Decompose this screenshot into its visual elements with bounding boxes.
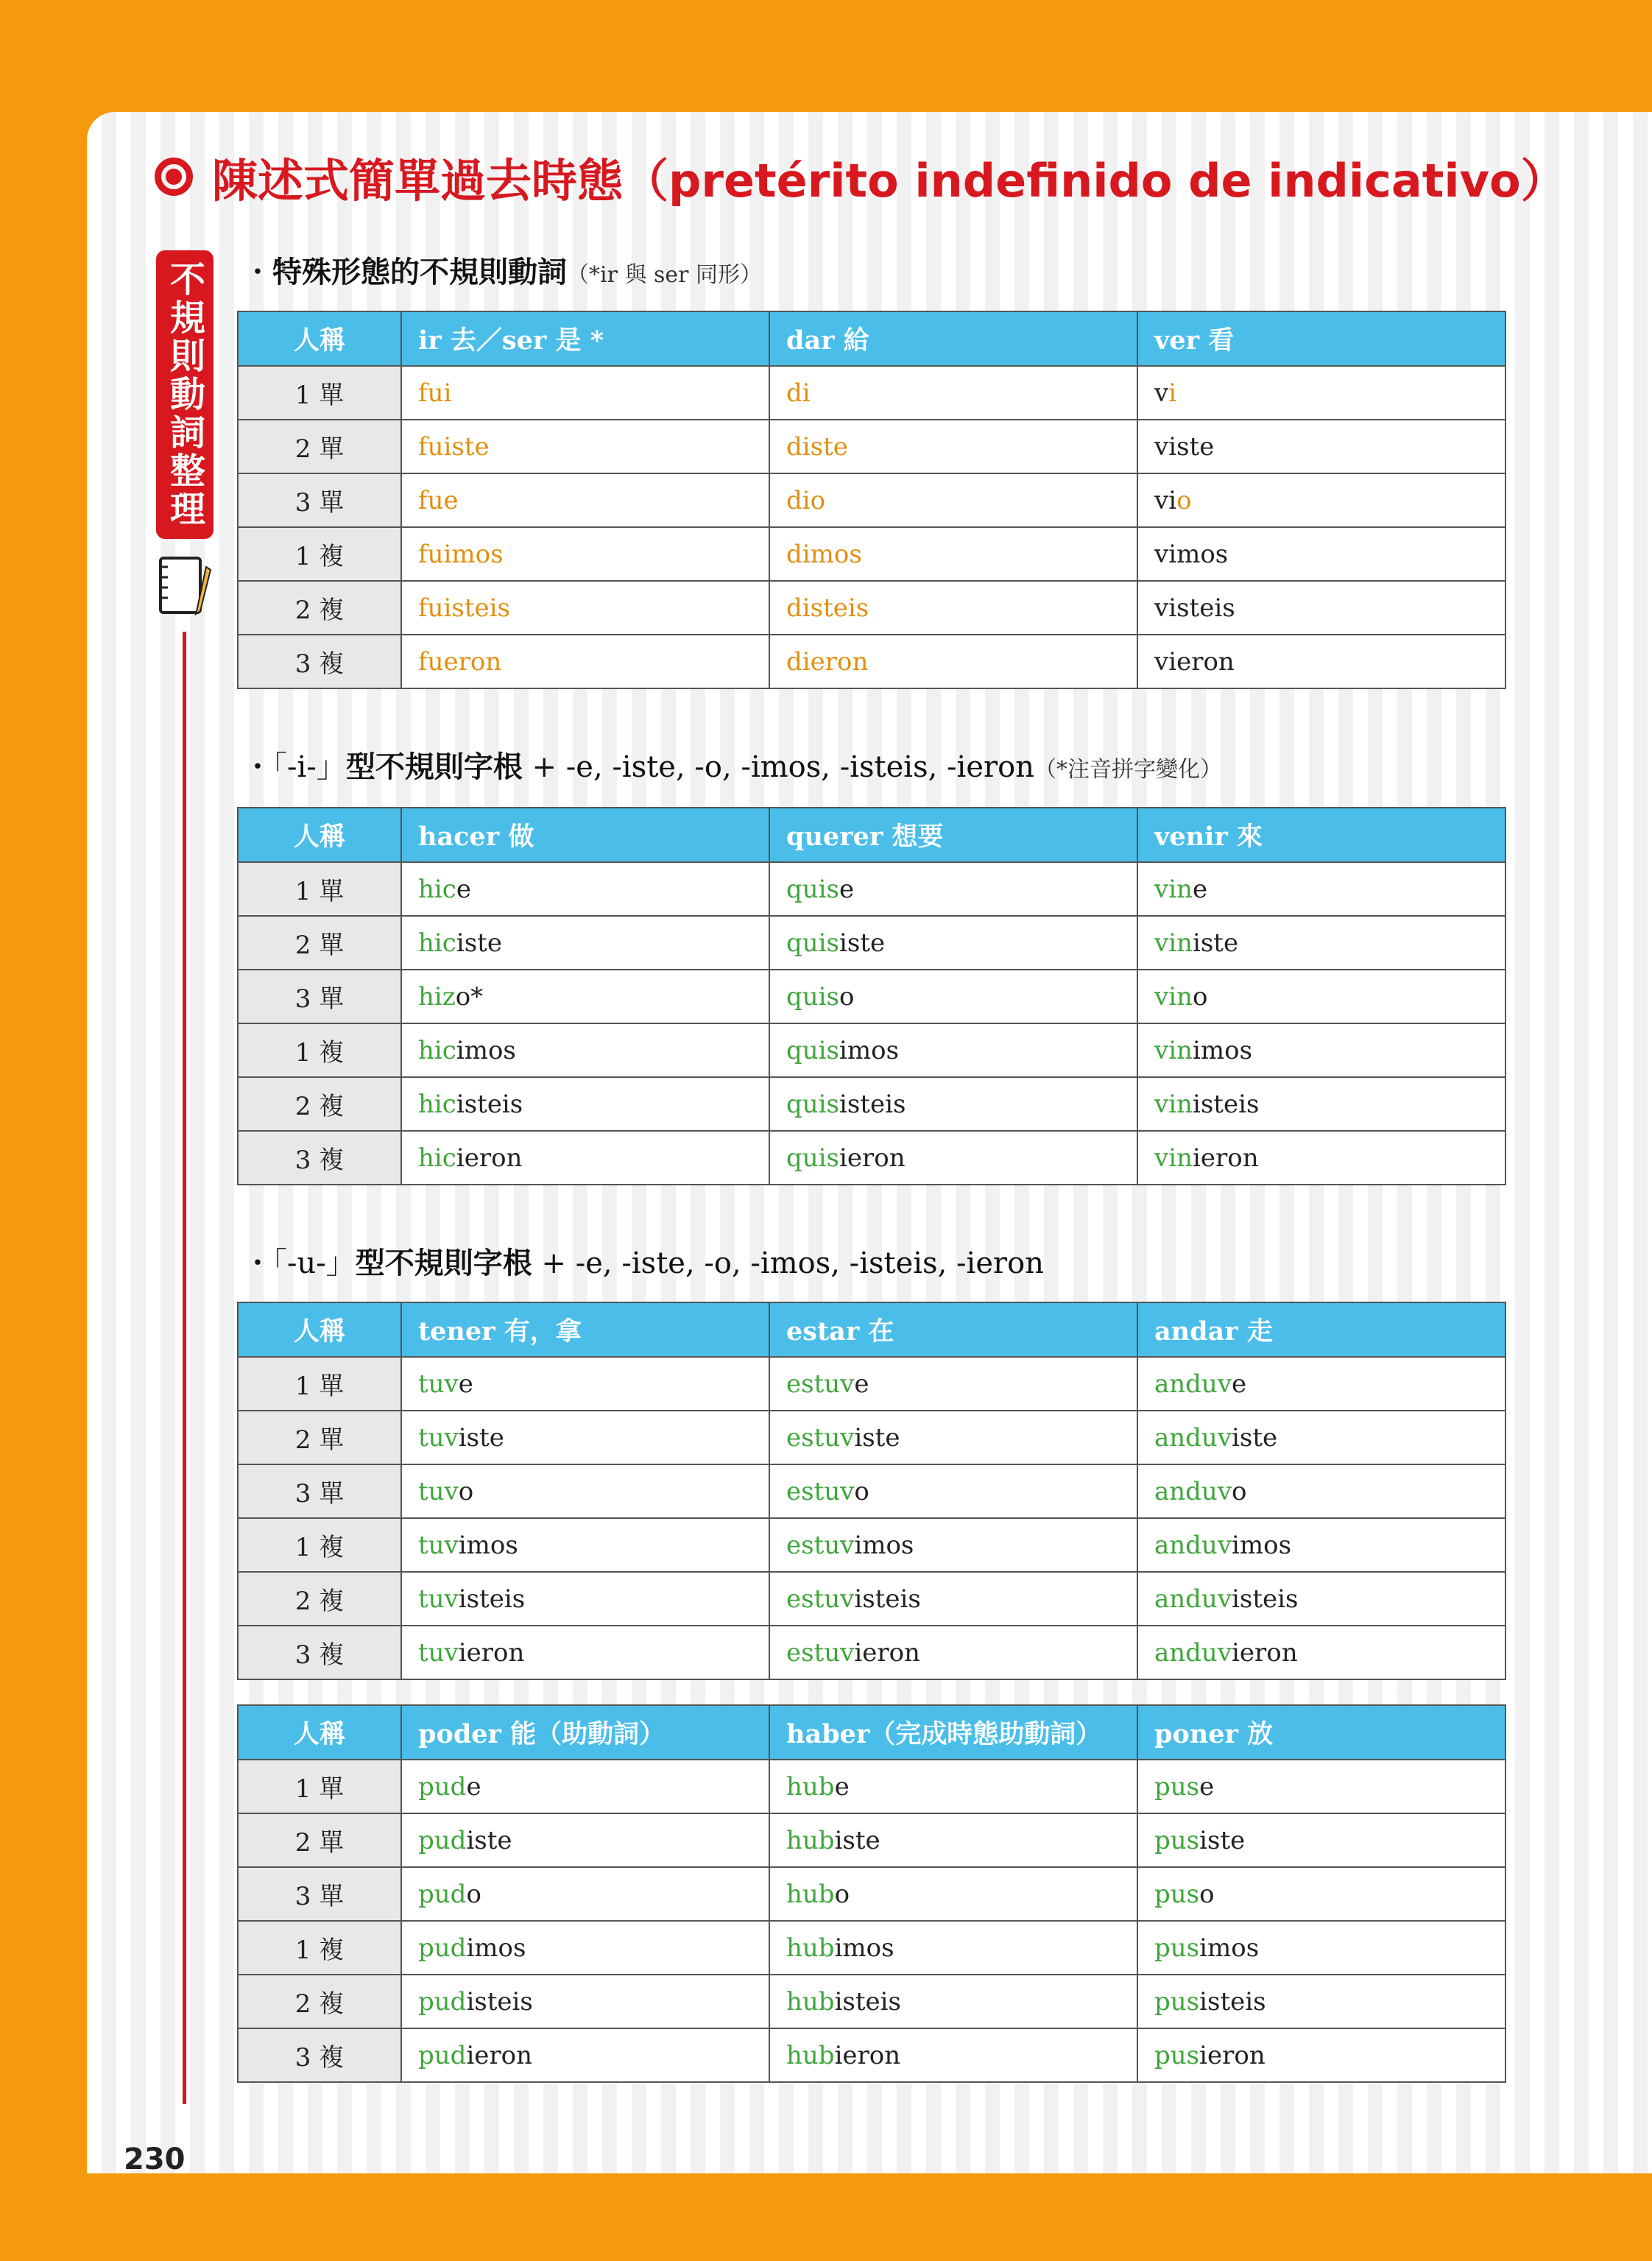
table-row bbox=[238, 1813, 1505, 1867]
form-stem: estuv bbox=[786, 1476, 855, 1506]
form-stem: hic bbox=[418, 1035, 456, 1065]
person-cell: 2 複 bbox=[238, 1572, 401, 1626]
form-ending: iste bbox=[1199, 1825, 1246, 1855]
form-stem: dieron bbox=[786, 646, 869, 677]
form-ending: e bbox=[456, 874, 471, 904]
form-stem: fuiste bbox=[418, 431, 490, 462]
conjugation-cell bbox=[401, 1975, 769, 2028]
conjugation-cell bbox=[401, 473, 769, 527]
form-stem: tuv bbox=[418, 1422, 459, 1453]
column-header-verb: estar 在 bbox=[769, 1302, 1137, 1357]
form-stem: quis bbox=[786, 928, 839, 958]
form-stem: hiz bbox=[418, 981, 456, 1012]
column-header-verb: ver 看 bbox=[1137, 311, 1505, 366]
form-ending: isteis bbox=[839, 1089, 906, 1119]
conjugation-cell bbox=[401, 1813, 769, 1867]
table-row bbox=[238, 1357, 1505, 1411]
conjugation-cell bbox=[1137, 1921, 1505, 1975]
person-cell: 3 複 bbox=[238, 635, 401, 688]
form-plain: vieron bbox=[1154, 646, 1235, 677]
person-cell: 1 複 bbox=[238, 527, 401, 581]
conjugation-cell bbox=[1137, 1464, 1505, 1518]
conjugation-cell bbox=[1137, 1975, 1505, 2028]
heading-bold: 型不規則字根 bbox=[345, 750, 523, 784]
form-stem: pus bbox=[1154, 1986, 1200, 2017]
conjugation-cell bbox=[1137, 916, 1505, 970]
conjugation-cell bbox=[401, 1464, 769, 1518]
conjugation-cell bbox=[1137, 473, 1505, 527]
conjugation-cell bbox=[401, 1626, 769, 1679]
form-ending: imos bbox=[466, 1933, 526, 1963]
conjugation-cell bbox=[1137, 1518, 1505, 1572]
table-row bbox=[238, 2028, 1505, 2082]
conjugation-cell bbox=[401, 1077, 769, 1131]
form-ending: isteis bbox=[1199, 1986, 1266, 2017]
conjugation-cell bbox=[401, 1572, 769, 1626]
form-ending: isteis bbox=[854, 1584, 921, 1614]
form-ending: e bbox=[839, 874, 855, 904]
conjugation-cell bbox=[401, 1357, 769, 1411]
conjugation-cell bbox=[401, 970, 769, 1023]
person-cell: 3 複 bbox=[238, 1626, 401, 1679]
column-header-verb: ir 去／ser 是 * bbox=[401, 311, 769, 366]
person-cell: 2 複 bbox=[238, 1975, 401, 2028]
person-cell: 3 單 bbox=[238, 473, 401, 527]
conjugation-cell bbox=[769, 1411, 1137, 1464]
conjugation-cell bbox=[1137, 527, 1505, 581]
form-stem: dimos bbox=[786, 539, 862, 569]
conjugation-cell bbox=[769, 1518, 1137, 1572]
conjugation-cell bbox=[401, 581, 769, 635]
table-row bbox=[238, 366, 1505, 420]
person-cell: 2 複 bbox=[238, 581, 401, 635]
form-ending: isteis bbox=[466, 1986, 533, 2017]
conjugation-table-i-stem bbox=[237, 807, 1506, 1185]
column-header-verb: haber（完成時態助動詞） bbox=[769, 1705, 1137, 1760]
form-ending: iste bbox=[834, 1825, 880, 1855]
table-row bbox=[238, 1572, 1505, 1626]
form-stem: hub bbox=[786, 1825, 835, 1855]
form-ending: e bbox=[834, 1771, 850, 1802]
form-ending: ieron bbox=[839, 1143, 906, 1173]
heading-bold: 特殊形態的不規則動詞 bbox=[272, 255, 567, 289]
section-heading-2 bbox=[243, 744, 1222, 786]
heading-prefix: ・「-u-」 bbox=[243, 1246, 356, 1280]
form-plain: v bbox=[1154, 378, 1169, 408]
form-ending: imos bbox=[1192, 1035, 1253, 1065]
conjugation-cell bbox=[769, 2028, 1137, 2082]
form-plain: vimos bbox=[1154, 539, 1229, 569]
form-ending: isteis bbox=[456, 1089, 523, 1119]
conjugation-cell bbox=[401, 1760, 769, 1813]
conjugation-cell bbox=[1137, 581, 1505, 635]
person-cell: 2 單 bbox=[238, 1411, 401, 1464]
heading-prefix: ・「-i-」 bbox=[243, 750, 346, 784]
conjugation-cell bbox=[769, 1921, 1137, 1975]
form-stem: pud bbox=[418, 1933, 467, 1963]
table-header-row bbox=[238, 1705, 1505, 1760]
table-row bbox=[238, 916, 1505, 970]
person-cell: 2 單 bbox=[238, 420, 401, 473]
table-header-row bbox=[238, 311, 1505, 366]
form-stem: fueron bbox=[418, 646, 502, 677]
form-ending: o bbox=[839, 981, 855, 1012]
form-ending: iste bbox=[456, 928, 502, 958]
form-stem: vin bbox=[1154, 981, 1193, 1012]
form-ending: ieron bbox=[466, 2040, 533, 2070]
form-ending: isteis bbox=[1192, 1089, 1260, 1119]
conjugation-cell bbox=[1137, 366, 1505, 420]
conjugation-cell bbox=[401, 1518, 769, 1572]
form-stem: hub bbox=[786, 1933, 835, 1963]
form-stem: pus bbox=[1154, 1825, 1200, 1855]
form-plain: visteis bbox=[1154, 593, 1235, 623]
form-ending: e bbox=[1192, 874, 1208, 904]
person-cell: 3 複 bbox=[238, 2028, 401, 2082]
column-header-verb: venir 來 bbox=[1137, 808, 1505, 862]
form-ending: e bbox=[854, 1369, 869, 1399]
form-stem: anduv bbox=[1154, 1584, 1232, 1614]
form-ending: ieron bbox=[456, 1143, 523, 1173]
form-ending: e bbox=[1232, 1369, 1247, 1399]
table-row bbox=[238, 1131, 1505, 1185]
form-ending: isteis bbox=[1232, 1584, 1299, 1614]
form-stem: fuisteis bbox=[418, 593, 510, 623]
table-row bbox=[238, 1760, 1505, 1813]
form-plain: vi bbox=[1154, 485, 1177, 515]
conjugation-cell bbox=[401, 635, 769, 688]
conjugation-cell bbox=[1137, 1813, 1505, 1867]
conjugation-cell bbox=[1137, 1411, 1505, 1464]
conjugation-table-special bbox=[237, 311, 1506, 689]
form-stem: pus bbox=[1154, 2040, 1200, 2070]
form-ending: o bbox=[1232, 1476, 1247, 1506]
form-stem: hic bbox=[418, 928, 456, 958]
form-ending: iste bbox=[466, 1825, 512, 1855]
column-header-verb: querer 想要 bbox=[769, 808, 1137, 862]
form-stem: i bbox=[1168, 378, 1177, 408]
heading-note: （*ir 與 ser 同形） bbox=[567, 262, 763, 288]
person-cell: 3 單 bbox=[238, 1464, 401, 1518]
form-stem: estuv bbox=[786, 1369, 855, 1399]
person-cell: 3 單 bbox=[238, 1867, 401, 1921]
person-cell: 1 複 bbox=[238, 1921, 401, 1975]
form-ending: iste bbox=[854, 1422, 900, 1453]
form-ending: ieron bbox=[854, 1637, 920, 1668]
form-stem: tuv bbox=[418, 1584, 459, 1614]
form-stem: anduv bbox=[1154, 1637, 1232, 1668]
form-ending: isteis bbox=[834, 1986, 901, 2017]
form-stem: pud bbox=[418, 1771, 467, 1802]
form-ending: o bbox=[854, 1476, 869, 1506]
conjugation-cell bbox=[401, 366, 769, 420]
conjugation-cell bbox=[1137, 1023, 1505, 1077]
form-stem: vin bbox=[1154, 1035, 1193, 1065]
form-stem: tuv bbox=[418, 1530, 459, 1560]
form-stem: fue bbox=[418, 485, 459, 515]
person-cell: 1 單 bbox=[238, 862, 401, 916]
column-header-verb: hacer 做 bbox=[401, 808, 769, 862]
conjugation-cell bbox=[1137, 1572, 1505, 1626]
conjugation-cell bbox=[769, 1760, 1137, 1813]
conjugation-cell bbox=[769, 1626, 1137, 1679]
table-row bbox=[238, 1867, 1505, 1921]
conjugation-cell bbox=[1137, 970, 1505, 1023]
table-row bbox=[238, 1411, 1505, 1464]
person-cell: 1 單 bbox=[238, 1357, 401, 1411]
form-stem: vin bbox=[1154, 1143, 1193, 1173]
form-stem: tuv bbox=[418, 1476, 459, 1506]
form-ending: ieron bbox=[1192, 1143, 1259, 1173]
person-cell: 1 複 bbox=[238, 1518, 401, 1572]
form-stem: vin bbox=[1154, 874, 1193, 904]
form-stem: hic bbox=[418, 874, 456, 904]
conjugation-cell bbox=[1137, 2028, 1505, 2082]
conjugation-cell bbox=[769, 1357, 1137, 1411]
table-row bbox=[238, 527, 1505, 581]
table-row bbox=[238, 1518, 1505, 1572]
conjugation-cell bbox=[1137, 1760, 1505, 1813]
form-ending: o bbox=[834, 1879, 850, 1909]
form-stem: tuv bbox=[418, 1637, 459, 1668]
table-row bbox=[238, 970, 1505, 1023]
conjugation-cell bbox=[769, 473, 1137, 527]
form-stem: vin bbox=[1154, 1089, 1193, 1119]
form-ending: ieron bbox=[458, 1637, 525, 1668]
conjugation-cell bbox=[1137, 862, 1505, 916]
conjugation-cell bbox=[769, 970, 1137, 1023]
column-header-person: 人稱 bbox=[238, 808, 401, 862]
conjugation-cell bbox=[401, 1023, 769, 1077]
form-ending: imos bbox=[1232, 1530, 1292, 1560]
form-stem: di bbox=[786, 378, 811, 408]
conjugation-cell bbox=[769, 1975, 1137, 2028]
heading-rest: + -e, -iste, -o, -imos, -isteis, -ieron bbox=[522, 750, 1034, 784]
side-tab-label: 不規則動詞整理 bbox=[163, 261, 205, 529]
form-ending: iste bbox=[458, 1422, 504, 1453]
conjugation-cell bbox=[769, 420, 1137, 473]
heading-rest: + -e, -iste, -o, -imos, -isteis, -ieron bbox=[532, 1246, 1044, 1280]
column-header-verb: dar 給 bbox=[769, 311, 1137, 366]
column-header-verb: poder 能（助動詞） bbox=[401, 1705, 769, 1760]
form-stem: diste bbox=[786, 431, 848, 462]
conjugation-cell bbox=[401, 420, 769, 473]
form-ending: o* bbox=[455, 981, 484, 1012]
form-stem: tuv bbox=[418, 1369, 459, 1399]
table-header-row bbox=[238, 808, 1505, 862]
form-stem: hic bbox=[418, 1089, 456, 1119]
column-header-person: 人稱 bbox=[238, 311, 401, 366]
form-stem: fui bbox=[418, 378, 452, 408]
form-stem: quis bbox=[786, 1035, 839, 1065]
column-header-person: 人稱 bbox=[238, 1302, 401, 1357]
conjugation-cell bbox=[401, 916, 769, 970]
form-stem: fuimos bbox=[418, 539, 504, 569]
form-plain: viste bbox=[1154, 431, 1215, 462]
page-title-text: 陳述式簡單過去時態（pretérito indefinido de indicativo） bbox=[212, 153, 1567, 208]
column-header-verb: andar 走 bbox=[1137, 1302, 1505, 1357]
side-tab bbox=[156, 250, 213, 539]
form-ending: imos bbox=[1199, 1933, 1260, 1963]
table-row bbox=[238, 1077, 1505, 1131]
conjugation-cell bbox=[769, 1023, 1137, 1077]
form-stem: anduv bbox=[1154, 1476, 1232, 1506]
conjugation-cell bbox=[1137, 420, 1505, 473]
conjugation-cell bbox=[1137, 1131, 1505, 1185]
form-ending: o bbox=[466, 1879, 481, 1909]
form-ending: e bbox=[1199, 1771, 1215, 1802]
table-row bbox=[238, 1921, 1505, 1975]
form-stem: hub bbox=[786, 1879, 835, 1909]
person-cell: 2 單 bbox=[238, 916, 401, 970]
table-row bbox=[238, 1464, 1505, 1518]
conjugation-table-u-stem-1 bbox=[237, 1302, 1506, 1680]
form-stem: disteis bbox=[786, 593, 869, 623]
heading-note: （*注音拼字變化） bbox=[1034, 757, 1222, 783]
form-stem: estuv bbox=[786, 1422, 855, 1453]
conjugation-cell bbox=[769, 1572, 1137, 1626]
person-cell: 3 單 bbox=[238, 970, 401, 1023]
conjugation-cell bbox=[401, 1867, 769, 1921]
form-stem: pus bbox=[1154, 1933, 1200, 1963]
form-stem: quis bbox=[786, 1143, 839, 1173]
page-number: 230 bbox=[124, 2142, 186, 2176]
form-stem: estuv bbox=[786, 1530, 855, 1560]
form-stem: hub bbox=[786, 1771, 835, 1802]
conjugation-cell bbox=[769, 862, 1137, 916]
heading-bold: 型不規則字根 bbox=[355, 1246, 532, 1280]
conjugation-cell bbox=[769, 1813, 1137, 1867]
form-ending: iste bbox=[1192, 928, 1239, 958]
conjugation-cell bbox=[1137, 1626, 1505, 1679]
person-cell: 2 單 bbox=[238, 1813, 401, 1867]
conjugation-cell bbox=[401, 1921, 769, 1975]
conjugation-cell bbox=[769, 1464, 1137, 1518]
form-ending: e bbox=[458, 1369, 473, 1399]
page-title bbox=[155, 140, 1567, 214]
side-divider-line bbox=[183, 632, 186, 2104]
conjugation-cell bbox=[1137, 635, 1505, 688]
heading-prefix: ・ bbox=[243, 255, 272, 289]
table-row bbox=[238, 1626, 1505, 1679]
table-header-row bbox=[238, 1302, 1505, 1357]
conjugation-cell bbox=[1137, 1867, 1505, 1921]
form-ending: iste bbox=[839, 928, 886, 958]
section-heading-3 bbox=[243, 1240, 1044, 1282]
form-ending: imos bbox=[834, 1933, 894, 1963]
conjugation-cell bbox=[401, 1131, 769, 1185]
table-row bbox=[238, 581, 1505, 635]
form-ending: imos bbox=[854, 1530, 914, 1560]
form-stem: anduv bbox=[1154, 1369, 1232, 1399]
section-heading-1 bbox=[243, 249, 762, 291]
conjugation-cell bbox=[401, 1411, 769, 1464]
column-header-verb: poner 放 bbox=[1137, 1705, 1505, 1760]
form-stem: vin bbox=[1154, 928, 1193, 958]
conjugation-cell bbox=[769, 366, 1137, 420]
person-cell: 3 複 bbox=[238, 1131, 401, 1185]
table-row bbox=[238, 1975, 1505, 2028]
form-ending: ieron bbox=[1199, 2040, 1266, 2070]
column-header-verb: tener 有，拿 bbox=[401, 1302, 769, 1357]
table-row bbox=[238, 635, 1505, 688]
form-stem: anduv bbox=[1154, 1422, 1232, 1453]
form-stem: hic bbox=[418, 1143, 456, 1173]
form-stem: pud bbox=[418, 1879, 467, 1909]
form-ending: imos bbox=[456, 1035, 516, 1065]
conjugation-cell bbox=[769, 1131, 1137, 1185]
table-row bbox=[238, 1023, 1505, 1077]
conjugation-cell bbox=[1137, 1357, 1505, 1411]
form-ending: imos bbox=[458, 1530, 518, 1560]
form-ending: o bbox=[1192, 981, 1208, 1012]
notebook-pencil-icon bbox=[158, 554, 213, 620]
conjugation-cell bbox=[769, 1867, 1137, 1921]
person-cell: 1 單 bbox=[238, 1760, 401, 1813]
column-header-person: 人稱 bbox=[238, 1705, 401, 1760]
conjugation-cell bbox=[401, 2028, 769, 2082]
form-stem: quis bbox=[786, 874, 839, 904]
table-row bbox=[238, 862, 1505, 916]
conjugation-cell bbox=[769, 527, 1137, 581]
form-stem: pud bbox=[418, 1825, 467, 1855]
person-cell: 2 複 bbox=[238, 1077, 401, 1131]
conjugation-cell bbox=[769, 1077, 1137, 1131]
conjugation-cell bbox=[1137, 1077, 1505, 1131]
form-stem: pud bbox=[418, 1986, 467, 2017]
form-stem: quis bbox=[786, 981, 839, 1012]
form-stem: pud bbox=[418, 2040, 467, 2070]
form-ending: e bbox=[466, 1771, 481, 1802]
form-ending: iste bbox=[1232, 1422, 1278, 1453]
table-row bbox=[238, 420, 1505, 473]
form-ending: ieron bbox=[834, 2040, 901, 2070]
conjugation-cell bbox=[401, 527, 769, 581]
conjugation-cell bbox=[401, 862, 769, 916]
form-stem: dio bbox=[786, 485, 826, 515]
form-ending: isteis bbox=[458, 1584, 526, 1614]
person-cell: 1 單 bbox=[238, 366, 401, 420]
target-bullet-icon bbox=[155, 158, 193, 196]
conjugation-cell bbox=[769, 581, 1137, 635]
form-ending: ieron bbox=[1232, 1637, 1298, 1668]
person-cell: 1 複 bbox=[238, 1023, 401, 1077]
conjugation-table-u-stem-2 bbox=[237, 1704, 1506, 2083]
form-ending: o bbox=[1199, 1879, 1215, 1909]
conjugation-cell bbox=[769, 635, 1137, 688]
form-stem: o bbox=[1176, 485, 1192, 515]
form-ending: o bbox=[458, 1476, 474, 1506]
form-stem: estuv bbox=[786, 1584, 855, 1614]
form-stem: hub bbox=[786, 1986, 835, 2017]
form-stem: anduv bbox=[1154, 1530, 1232, 1560]
form-ending: imos bbox=[839, 1035, 900, 1065]
form-stem: estuv bbox=[786, 1637, 855, 1668]
form-stem: pus bbox=[1154, 1771, 1200, 1802]
form-stem: quis bbox=[786, 1089, 839, 1119]
conjugation-cell bbox=[769, 916, 1137, 970]
table-row bbox=[238, 473, 1505, 527]
form-stem: pus bbox=[1154, 1879, 1200, 1909]
form-stem: hub bbox=[786, 2040, 835, 2070]
